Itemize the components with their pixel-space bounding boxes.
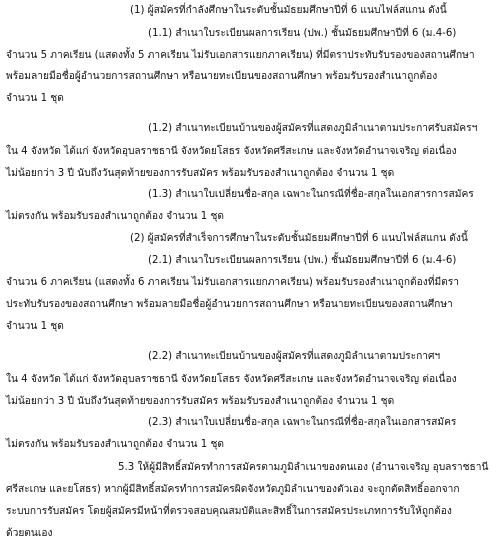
item-1-2-body-line-1: ใน 4 จังหวัด ได้แก่ จังหวัดอุบลราชธานี จังหวัดยโสธร จังหวัดศรีสะเกษ และจังหวัดอำนาจเจริญ ต่อเนื่อง xyxy=(6,146,457,157)
section-2-heading: (2) ผู้สมัครที่สำเร็จการศึกษาในระดับชั้นมัธยมศึกษาปีที่ 6 แนบไฟล์สแกน ดังนี้ xyxy=(130,233,468,244)
item-1-3-title: (1.3) สำเนาใบเปลี่ยนชื่อ-สกุล เฉพาะในกรณีที่ชื่อ-สกุลในเอกสารการสมัคร xyxy=(148,189,474,200)
item-1-1-title: (1.1) สำเนาใบระเบียนผลการเรียน (ปพ.) ชั้นมัธยมศึกษาปีที่ 6 (ม.4-6) xyxy=(148,28,457,39)
item-2-2-body-line-1: ใน 4 จังหวัด ได้แก่ จังหวัดอุบลราชธานี จังหวัดยโสธร จังหวัดศรีสะเกษ และจังหวัดอำนาจเจริญ ต่อเนื่อง xyxy=(6,374,457,385)
item-1-2-title: (1.2) สำเนาทะเบียนบ้านของผู้สมัครที่แสดงภูมิลำเนาตามประกาศรับสมัครฯ xyxy=(148,123,478,134)
section-1-heading: (1) ผู้สมัครที่กำลังศึกษาในระดับชั้นมัธยมศึกษาปีที่ 6 แนบไฟล์สแกน ดังนี้ xyxy=(130,5,447,16)
item-2-1-title: (2.1) สำเนาใบระเบียนผลการเรียน (ปพ.) ชั้นมัธยมศึกษาปีที่ 6 (ม.4-6) xyxy=(148,255,457,266)
item-2-3-body-line-1: ไม่ตรงกัน พร้อมรับรองสำเนาถูกต้อง จำนวน 1 ชุด xyxy=(6,439,225,450)
item-1-3-body-line-1: ไม่ตรงกัน พร้อมรับรองสำเนาถูกต้อง จำนวน 1 ชุด xyxy=(6,211,225,222)
clause-5-3-body-line-2: ระบบการรับสมัคร โดยผู้สมัครมีหน้าที่ตรวจสอบคุณสมบัติและสิทธิ์ในการสมัครประเภทการรับให้ถูกต้อง xyxy=(6,506,452,517)
item-1-2-body-line-2: ไม่น้อยกว่า 3 ปี นับถึงวันสุดท้ายของการรับสมัคร พร้อมรับรองสำเนาถูกต้อง จำนวน 1 ชุด xyxy=(6,168,395,179)
item-2-1-body-line-1: จำนวน 6 ภาคเรียน (แสดงทั้ง 6 ภาคเรียน ไม่รับเอกสารแยกภาคเรียน) พร้อมรับรองสำเนาถูกต้องที่มีตรา xyxy=(6,277,459,288)
item-2-1-body-line-3: จำนวน 1 ชุด xyxy=(6,321,64,332)
item-1-1-body-line-3: จำนวน 1 ชุด xyxy=(6,93,64,104)
clause-5-3-body-line-3: ด้วยตนเอง xyxy=(6,528,53,539)
item-2-1-body-line-2: ประทับรับรองของสถานศึกษา พร้อมลายมือชื่อผู้อำนวยการสถานศึกษา หรือนายทะเบียนของสถานศึกษา xyxy=(6,299,453,310)
item-2-2-title: (2.2) สำเนาทะเบียนบ้านของผู้สมัครที่แสดงภูมิลำเนาตามประกาศฯ xyxy=(148,351,441,362)
clause-5-3-body-line-1: ศรีสะเกษ และยโสธร) หากผู้มีสิทธิ์สมัครทำการสมัครผิดจังหวัดภูมิลำเนาของตัวเอง จะถูกตัดสิทธิ์ออกจาก xyxy=(6,484,460,495)
item-2-3-title: (2.3) สำเนาใบเปลี่ยนชื่อ-สกุล เฉพาะในกรณีที่ชื่อ-สกุลในเอกสารสมัคร xyxy=(148,417,457,428)
item-1-1-body-line-2: พร้อมลายมือชื่อผู้อำนวยการสถานศึกษา หรือนายทะเบียนของสถานศึกษา พร้อมรับรองสำเนาถูกต้อง xyxy=(6,71,438,82)
item-2-2-body-line-2: ไม่น้อยกว่า 3 ปี นับถึงวันสุดท้ายของการรับสมัคร พร้อมรับรองสำเนาถูกต้อง จำนวน 1 ชุด xyxy=(6,396,395,407)
clause-5-3-title: 5.3 ให้ผู้มีสิทธิ์สมัครทำการสมัครตามภูมิลำเนาของตนเอง (อำนาจเจริญ อุบลราชธานี xyxy=(118,462,489,473)
item-1-1-body-line-1: จำนวน 5 ภาคเรียน (แสดงทั้ง 5 ภาคเรียน ไม่รับเอกสารแยกภาคเรียน) ที่มีตราประทับรับรองของสถานศึกษา xyxy=(6,50,475,61)
